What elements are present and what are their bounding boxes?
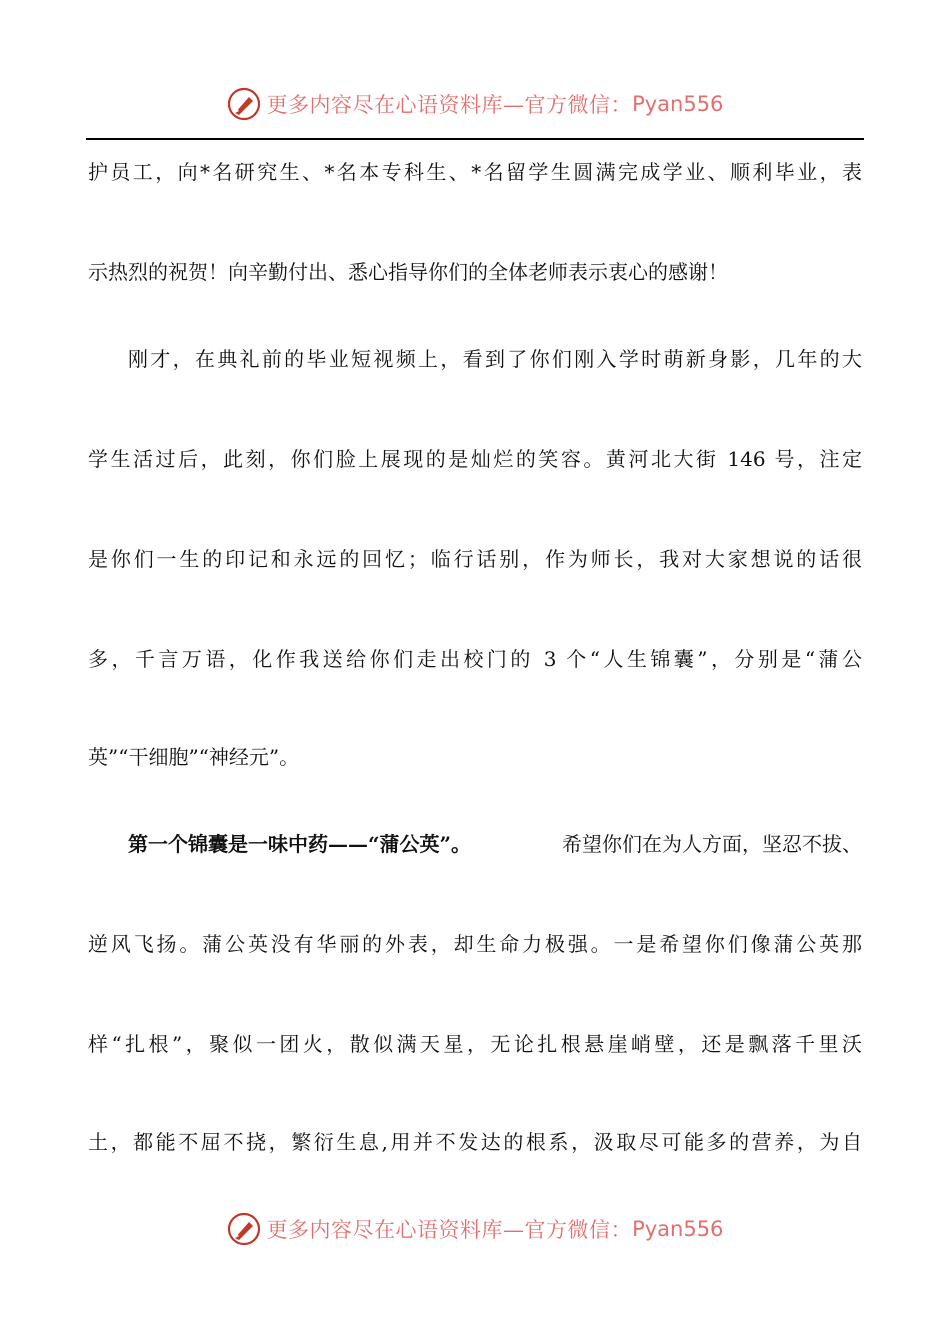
body-line: 示热烈的祝贺！向辛勤付出、悉心指导你们的全体老师表示衷心的感谢！: [88, 260, 728, 284]
body-line: 土，都能不屈不挠，繁衍生息,用并不发达的根系，汲取尽可能多的营养，为自: [88, 1130, 862, 1154]
body-line: 是你们一生的印记和永远的回忆；临行话别，作为师长，我对大家想说的话很: [88, 547, 862, 571]
header-banner: [0, 84, 950, 124]
header-banner-id: Pyan556: [632, 92, 724, 116]
header-banner-text: 更多内容尽在心语资料库—官方微信：: [266, 93, 633, 117]
body-line: 英”“干细胞”“神经元”。: [88, 745, 300, 769]
body-line: 刚才，在典礼前的毕业短视频上，看到了你们刚入学时萌新身影，几年的大: [128, 347, 862, 371]
body-line: 护员工，向*名研究生、*名本专科生、*名留学生圆满完成学业、顺利毕业，表: [88, 160, 862, 184]
body-line: [128, 830, 862, 858]
body-line: 多，千言万语，化作我送给你们走出校门的 3 个“人生锦囊”，分别是“蒲公: [88, 647, 862, 671]
pen-logo-icon: [227, 87, 261, 121]
section-heading: 第一个锦囊是一味中药——“蒲公英”。: [128, 832, 472, 856]
pen-logo-icon: [227, 1212, 261, 1246]
body-line: 学生活过后，此刻，你们脸上展现的是灿烂的笑容。黄河北大街 146 号，注定: [88, 447, 862, 471]
body-line: 样“扎根”，聚似一团火，散似满天星，无论扎根悬崖峭壁，还是飘落千里沃: [88, 1032, 862, 1056]
footer-banner-text: 更多内容尽在心语资料库—官方微信：: [266, 1218, 633, 1242]
footer-banner: [0, 1209, 950, 1249]
body-line: 逆风飞扬。蒲公英没有华丽的外表，却生命力极强。一是希望你们像蒲公英那: [88, 932, 862, 956]
header-divider: [86, 138, 864, 140]
section-heading-tail: 希望你们在为人方面，坚忍不拔、: [562, 832, 862, 856]
footer-banner-id: Pyan556: [632, 1217, 724, 1241]
